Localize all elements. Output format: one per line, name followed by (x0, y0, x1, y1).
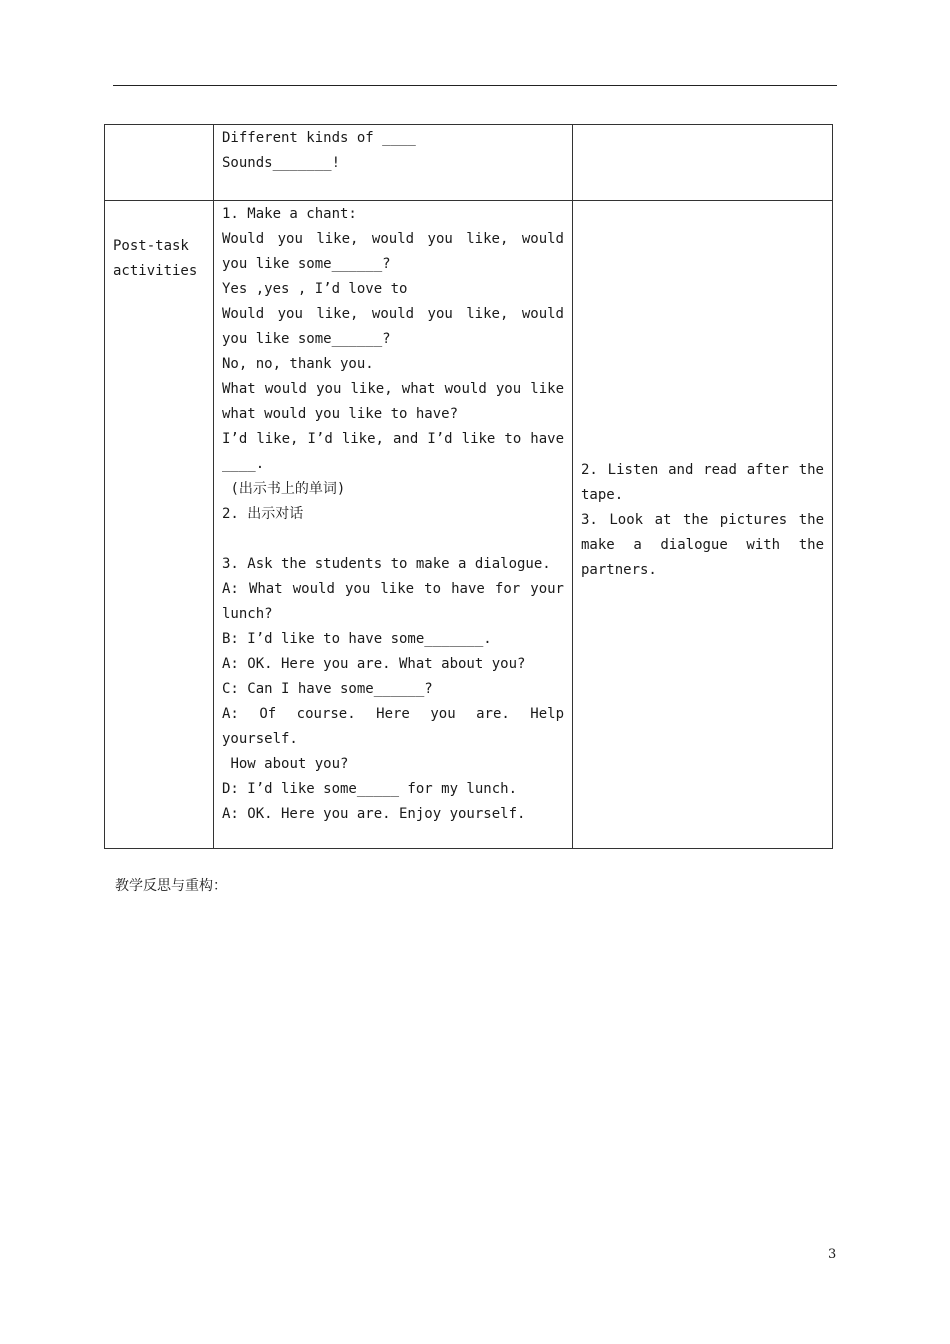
lesson-plan-table (104, 124, 833, 849)
text-line: Would you like, would you like, would you like some______? (222, 306, 573, 347)
text-line: D: I’d like some_____ for my lunch. (222, 781, 518, 797)
text-line: (出示书上的单词) (222, 481, 346, 497)
text-line: Would you like, would you like, would you like some______? (222, 231, 573, 272)
text-line: Yes ,yes , I’d love to (222, 281, 408, 297)
text-line: A: What would you like to have for your lunch? (222, 581, 573, 622)
text-line: A: Of course. Here you are. Help yourself. (222, 706, 573, 747)
text-line: How about you? (222, 756, 349, 772)
text-line: What would you like, what would you like what would you like to have? (222, 381, 573, 422)
stage-cell (105, 125, 214, 201)
text-line: I’d like, I’d like, and I’d like to have ____. (222, 431, 573, 472)
blank-line (222, 527, 564, 552)
text-line: Sounds_______! (222, 155, 341, 171)
table-row (105, 125, 833, 201)
text-line: Different kinds of ____ (222, 130, 416, 146)
student-activity-cell (573, 201, 833, 849)
student-activity-cell (573, 125, 833, 201)
text-line: 1. Make a chant: (222, 206, 357, 222)
text-line: C: Can I have some______? (222, 681, 433, 697)
stage-label: activities (113, 263, 198, 279)
text-line: A: OK. Here you are. What about you? (222, 656, 526, 672)
text-line: No, no, thank you. (222, 356, 374, 372)
reflection-label: 教学反思与重构： (115, 878, 227, 894)
teacher-activity-cell (214, 125, 573, 201)
page-number: 3 (828, 1247, 837, 1262)
header-rule (113, 85, 837, 86)
text-line: 2. 出示对话 (222, 506, 304, 522)
text-line: 3. Ask the students to make a dialogue. (222, 556, 551, 572)
text-line: A: OK. Here you are. Enjoy yourself. (222, 806, 526, 822)
text-line: B: I’d like to have some_______. (222, 631, 492, 647)
text-line: 2. Listen and read after the tape. (581, 462, 833, 503)
stage-label: Post-task (113, 238, 189, 254)
text-line: 3. Look at the pictures the make a dialogue with the partners. (581, 512, 833, 578)
table-row (105, 201, 833, 849)
stage-cell (105, 201, 214, 849)
teacher-activity-cell (214, 201, 573, 849)
